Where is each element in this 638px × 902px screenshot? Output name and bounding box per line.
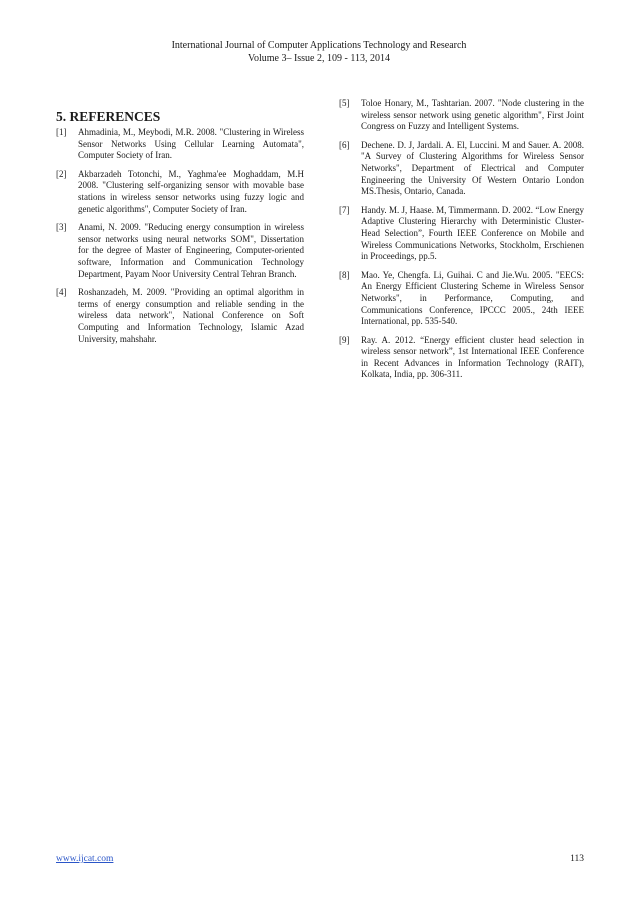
journal-title: International Journal of Computer Applications Technology and Research: [171, 40, 467, 51]
volume-info: Volume 3– Issue 2, 109 - 113, 2014: [248, 53, 390, 64]
reference-item: [56, 287, 304, 345]
left-column: [56, 109, 304, 352]
reference-list-left: [56, 127, 304, 345]
reference-list-right: [339, 98, 584, 381]
reference-text: Toloe Honary, M., Tashtarian. 2007. "Node clustering in the wireless sensor network using genetic algorithm", First Joint Congress on Fuzzy and Intelligent Systems.: [361, 98, 584, 132]
reference-item: [56, 222, 304, 280]
reference-item: [339, 335, 584, 381]
reference-item: [339, 205, 584, 263]
section-heading: 5. REFERENCES: [56, 109, 161, 124]
reference-number: [3]: [56, 222, 67, 233]
reference-number: [4]: [56, 287, 67, 298]
reference-text: Ray. A. 2012. “Energy efficient cluster head selection in wireless sensor network”, 1st International IEEE Conference in Recent Advances in Information Technology (RAIT), Kolkata, India, pp. 306-311.: [361, 334, 584, 380]
reference-text: Anami, N. 2009. "Reducing energy consumption in wireless sensor networks using neural networks SOM", Dissertation for the degree of Master of Engineering, Computer-oriented software, Information and Communication Technology Department, Payam Noor University Central Tehran Branch.: [78, 222, 304, 279]
reference-number: [8]: [339, 269, 350, 280]
reference-number: [9]: [339, 334, 350, 345]
reference-text: Mao. Ye, Chengfa. Li, Guihai. C and Jie.Wu. 2005. "EECS: An Energy Efficient Clustering Scheme in Wireless Sensor Networks", in Performance, Computing, and Communications Conference, IPCCC 2005., 24th IEEE International, pp. 535-540.: [361, 269, 584, 327]
reference-item: [339, 270, 584, 328]
reference-item: [339, 140, 584, 198]
reference-text: Handy. M. J, Haase. M, Timmermann. D. 2002. “Low Energy Adaptive Clustering Hierarchy with Deterministic Cluster-Head Selection”, Fourth IEEE Conference on Mobile and Wireless Communications Networks, Stockholm, Erschienen in Proceedings, pp.5.: [361, 204, 584, 262]
reference-item: [56, 127, 304, 162]
reference-text: Ahmadinia, M., Meybodi, M.R. 2008. "Clustering in Wireless Sensor Networks Using Cellular Learning Automata", Computer Society of Iran.: [78, 127, 304, 161]
reference-number: [2]: [56, 168, 67, 179]
reference-text: Akbarzadeh Totonchi, M., Yaghma'ee Moghaddam, M.H 2008. "Clustering self-organizing sensor with movable base stations in wireless sensor networks using fuzzy logic and genetic algorithms", Computer Society of Iran.: [78, 168, 304, 214]
reference-number: [6]: [339, 139, 350, 150]
reference-item: [56, 169, 304, 215]
reference-text: Dechene. D. J, Jardali. A. El, Luccini. M and Sauer. A. 2008. "A Survey of Clustering Algorithms for Wireless Sensor Networks", Department of Electrical and Computer Engineering the University Of Western Ontario London MS.Thesis, Ontario, Canada.: [361, 139, 584, 197]
running-header: [0, 39, 638, 65]
reference-text: Roshanzadeh, M. 2009. "Providing an optimal algorithm in terms of energy consumption and reliable sending in the wireless data network", National Conference on Soft Computing and Information Technology, Islamic Azad University, mahshahr.: [78, 287, 304, 344]
reference-item: [339, 98, 584, 133]
page-number: 113: [570, 854, 584, 864]
journal-website-link[interactable]: www.ijcat.com: [56, 854, 114, 864]
page-footer: [56, 854, 584, 864]
reference-number: [7]: [339, 204, 350, 215]
right-column: [339, 98, 584, 388]
reference-number: [1]: [56, 127, 67, 137]
reference-number: [5]: [339, 98, 350, 108]
